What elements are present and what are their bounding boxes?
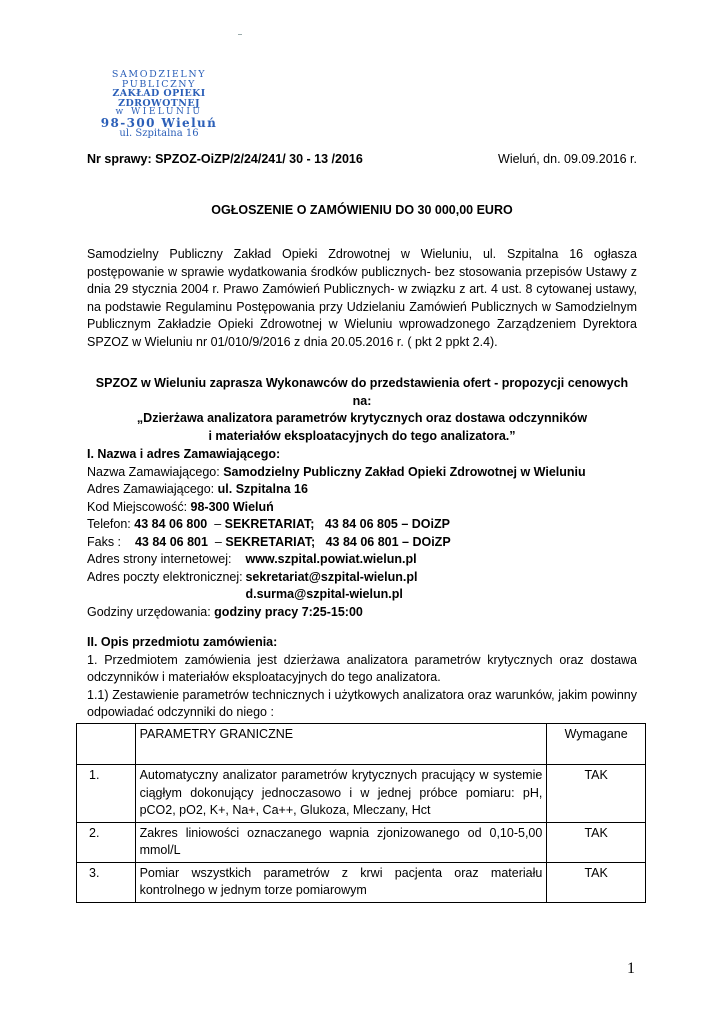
website-link[interactable]: www.szpital.powiat.wielun.pl xyxy=(245,552,417,566)
stamp-line-5: ul. Szpitalna 16 xyxy=(119,128,199,139)
section-order-description xyxy=(87,634,637,722)
table-row xyxy=(77,765,646,823)
row-parameter: Pomiar wszystkich parametrów z krwi pacjenta oraz materiału kontrolnego w jednym torze pomiarowym xyxy=(135,862,547,902)
website-row xyxy=(87,551,637,569)
invitation-line-3: i materiałów eksploatacyjnych do tego analizatora.” xyxy=(208,428,516,443)
postal-code-label: Kod Miejscowość: xyxy=(87,499,188,514)
table-header-row xyxy=(77,724,646,765)
row-required: TAK xyxy=(547,765,646,823)
authority-address-row xyxy=(87,481,637,499)
parameters-table xyxy=(76,723,646,903)
section-2-heading: II. Opis przedmiotu zamówienia: xyxy=(87,635,278,649)
authority-address-value: ul. Szpitalna 16 xyxy=(217,482,308,496)
authority-name-label: Nazwa Zamawiającego: xyxy=(87,464,220,479)
scan-mark xyxy=(238,34,242,35)
table-row xyxy=(77,822,646,862)
section-2-paragraph-1: 1. Przedmiotem zamówienia jest dzierżawa analizatora parametrów krytycznych oraz dostawa odczynników i materiałów eksploatacyjnych do tego analizatora. xyxy=(87,652,637,684)
invitation-line-2: „Dzierżawa analizatora parametrów krytycznych oraz dostawa odczynników xyxy=(136,411,588,425)
fax-number-1: 43 84 06 801 xyxy=(134,534,208,549)
page-number: 1 xyxy=(627,960,635,977)
email-label: Adres poczty elektronicznej: xyxy=(87,569,243,584)
table-header-params: PARAMETRY GRANICZNE xyxy=(135,724,547,765)
fax-label: Faks : xyxy=(87,534,122,549)
invitation-block xyxy=(87,375,637,445)
email-row xyxy=(87,569,637,587)
phone-number-1: 43 84 06 800 xyxy=(134,517,208,531)
postal-code-value: 98-300 Wieluń xyxy=(190,499,274,514)
table-row xyxy=(77,862,646,902)
row-parameter: Automatyczny analizator parametrów krytycznych pracujący w systemie ciągłym dokonujący jednoczasowo i w jednej próbce pomiaru: pH, pCO2, pO2, K+, Na+, Ca++, Glukoza, Mleczany, Hct xyxy=(135,765,547,823)
stamp-line-1: SAMODZIELNY PUBLICZNY xyxy=(111,69,207,90)
office-hours-row xyxy=(87,604,637,622)
stamp-line-3: w WIELUNIU xyxy=(115,107,203,117)
phone-1-desc: SEKRETARIAT; xyxy=(224,517,315,531)
office-hours-value: godziny pracy 7:25-15:00 xyxy=(214,604,363,619)
authority-name-value: Samodzielny Publiczny Zakład Opieki Zdrowotnej w Wieluniu xyxy=(223,464,586,479)
phone-number-2: 43 84 06 805 – DOiZP xyxy=(324,517,450,531)
email-link-2[interactable]: d.surma@szpital-wielun.pl xyxy=(245,587,403,601)
stamp-line-2: ZAKŁAD OPIEKI ZDROWOTNEJ xyxy=(112,88,206,109)
email-link-1[interactable]: sekretariat@szpital-wielun.pl xyxy=(245,569,418,584)
email-row-2 xyxy=(87,586,637,604)
fax-row: Faks : 43 84 06 801 – SEKRETARIAT; 43 84 06 801 – DOiZP xyxy=(87,534,451,549)
row-required: TAK xyxy=(547,822,646,862)
invitation-line-1: SPZOZ w Wieluniu zaprasza Wykonawców do przedstawienia ofert - propozycji cenowych na: xyxy=(95,376,629,408)
row-number: 2. xyxy=(77,822,136,862)
document-date: Wieluń, dn. 09.09.2016 r. xyxy=(498,152,637,166)
authority-address-label: Adres Zamawiającego: xyxy=(87,482,215,496)
phone-label: Telefon: xyxy=(87,517,131,531)
section-1-heading: I. Nazwa i adres Zamawiającego: xyxy=(87,447,281,461)
stamp-line-4: 98-300 Wieluń xyxy=(100,116,218,130)
authority-name-row xyxy=(87,464,637,482)
case-reference: Nr sprawy: SPZOZ-OiZP/2/24/241/ 30 - 13 /2016 xyxy=(87,152,363,166)
row-number: 1. xyxy=(77,765,136,823)
section-2-paragraph-2: 1.1) Zestawienie parametrów technicznych i użytkowych analizatora oraz warunków, jakim powinny odpowiadać odczynniki do niego : xyxy=(87,687,637,719)
row-parameter: Zakres liniowości oznaczanego wapnia zjonizowanego od 0,10-5,00 mmol/L xyxy=(135,822,547,862)
table-header-required: Wymagane xyxy=(547,724,646,765)
institution-stamp xyxy=(84,70,234,139)
intro-paragraph: Samodzielny Publiczny Zakład Opieki Zdrowotnej w Wieluniu, ul. Szpitalna 16 ogłasza postępowanie w sprawie wydatkowania środków publicznych- bez stosowania przepisów Ustawy z dnia 29 stycznia 2004 r. Prawo Zamówień Publicznych- w związku z art. 4 ust. 8 cytowanej ustawy, na podstawie Regulaminu Postępowania przy Udzielaniu Zamówień Publicznych w Samodzielnym Publicznym Zakładzie Opieki Zdrowotnej w Wieluniu wprowadzonego Zarządzeniem Dyrektora SPZOZ w Wieluniu nr 01/010/9/2016 z dnia 20.05.2016 r. ( pkt 2 ppkt 2.4). xyxy=(87,247,637,349)
fax-number-2: 43 84 06 801 – DOiZP xyxy=(325,534,451,549)
postal-code-row xyxy=(87,499,637,517)
website-label: Adres strony internetowej: xyxy=(87,552,232,566)
document-title: OGŁOSZENIE O ZAMÓWIENIU DO 30 000,00 EURO xyxy=(211,203,513,217)
office-hours-label: Godziny urzędowania: xyxy=(87,604,211,619)
row-number: 3. xyxy=(77,862,136,902)
section-contracting-authority xyxy=(87,446,637,621)
table-header-num xyxy=(77,724,136,765)
phone-row: Telefon: 43 84 06 800 – SEKRETARIAT; 43 84 06 805 – DOiZP xyxy=(87,517,450,531)
row-required: TAK xyxy=(547,862,646,902)
fax-1-desc: SEKRETARIAT; xyxy=(225,534,316,549)
